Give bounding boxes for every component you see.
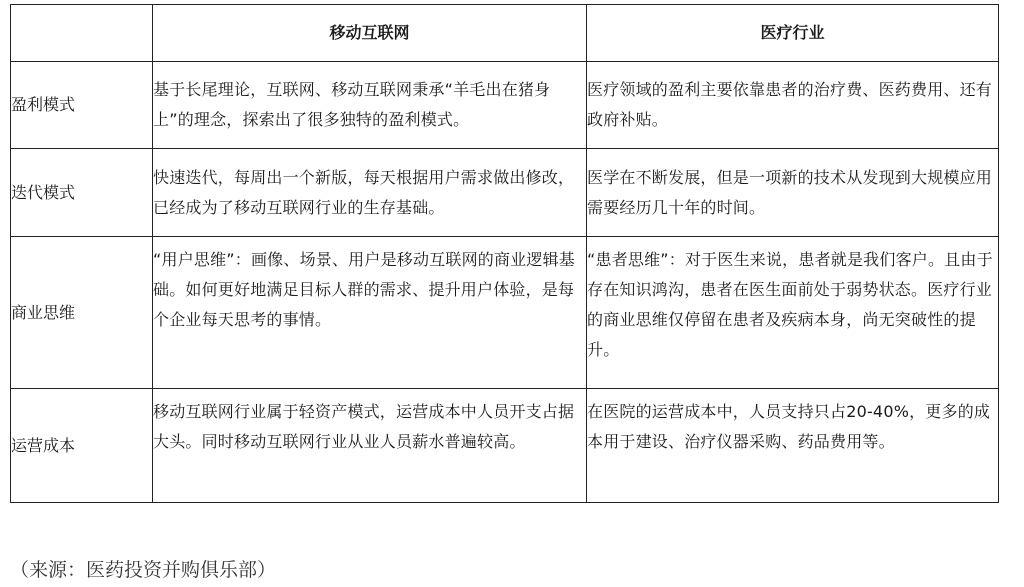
comparison-table (10, 4, 999, 503)
medical-cell (587, 389, 999, 503)
row-label: 迭代模式 (11, 149, 153, 237)
cell-text: 基于长尾理论，互联网、移动互联网秉承“羊毛出在猪身上”的理念，探索出了很多独特的盈利模式。 (153, 80, 551, 129)
internet-cell (153, 389, 587, 503)
internet-cell (153, 149, 587, 237)
table-header-row (11, 5, 999, 62)
cell-text: 医疗领域的盈利主要依靠患者的治疗费、医药费用、还有政府补贴。 (587, 80, 993, 129)
medical-cell (587, 149, 999, 237)
cell-text: 医学在不断发展，但是一项新的技术从发现到大规模应用需要经历几十年的时间。 (587, 167, 993, 217)
source-caption: （来源：医药投资并购俱乐部） (10, 559, 277, 581)
cell-text: 快速迭代，每周出一个新版，每天根据用户需求做出修改，已经成为了移动互联网行业的生存基础。 (153, 167, 575, 217)
table-row (11, 237, 999, 389)
cell-text: “患者思维”：对于医生来说，患者就是我们客户。且由于存在知识鸿沟，患者在医生面前处于弱势状态。医疗行业的商业思维仅停留在患者及疾病本身，尚无突破性的提升。 (587, 250, 993, 359)
table-row (11, 62, 999, 149)
table-row (11, 149, 999, 237)
table-row (11, 389, 999, 503)
header-cell-medical: 医疗行业 (587, 5, 999, 62)
row-label: 商业思维 (11, 237, 153, 389)
header-cell-empty (11, 5, 153, 62)
cell-text: 在医院的运营成本中，人员支持只占20-40%，更多的成本用于建设、治疗仪器采购、药品费用等。 (587, 402, 991, 451)
medical-cell (587, 237, 999, 389)
row-label: 运营成本 (11, 389, 153, 503)
internet-cell (153, 237, 587, 389)
cell-text: 移动互联网行业属于轻资产模式，运营成本中人员开支占据大头。同时移动互联网行业从业人员薪水普遍较高。 (153, 402, 575, 451)
internet-cell (153, 62, 587, 149)
medical-cell (587, 62, 999, 149)
header-cell-internet: 移动互联网 (153, 5, 587, 62)
cell-text: “用户思维”：画像、场景、用户是移动互联网的商业逻辑基础。如何更好地满足目标人群的需求、提升用户体验，是每个企业每天思考的事情。 (153, 250, 575, 329)
row-label: 盈利模式 (11, 62, 153, 149)
